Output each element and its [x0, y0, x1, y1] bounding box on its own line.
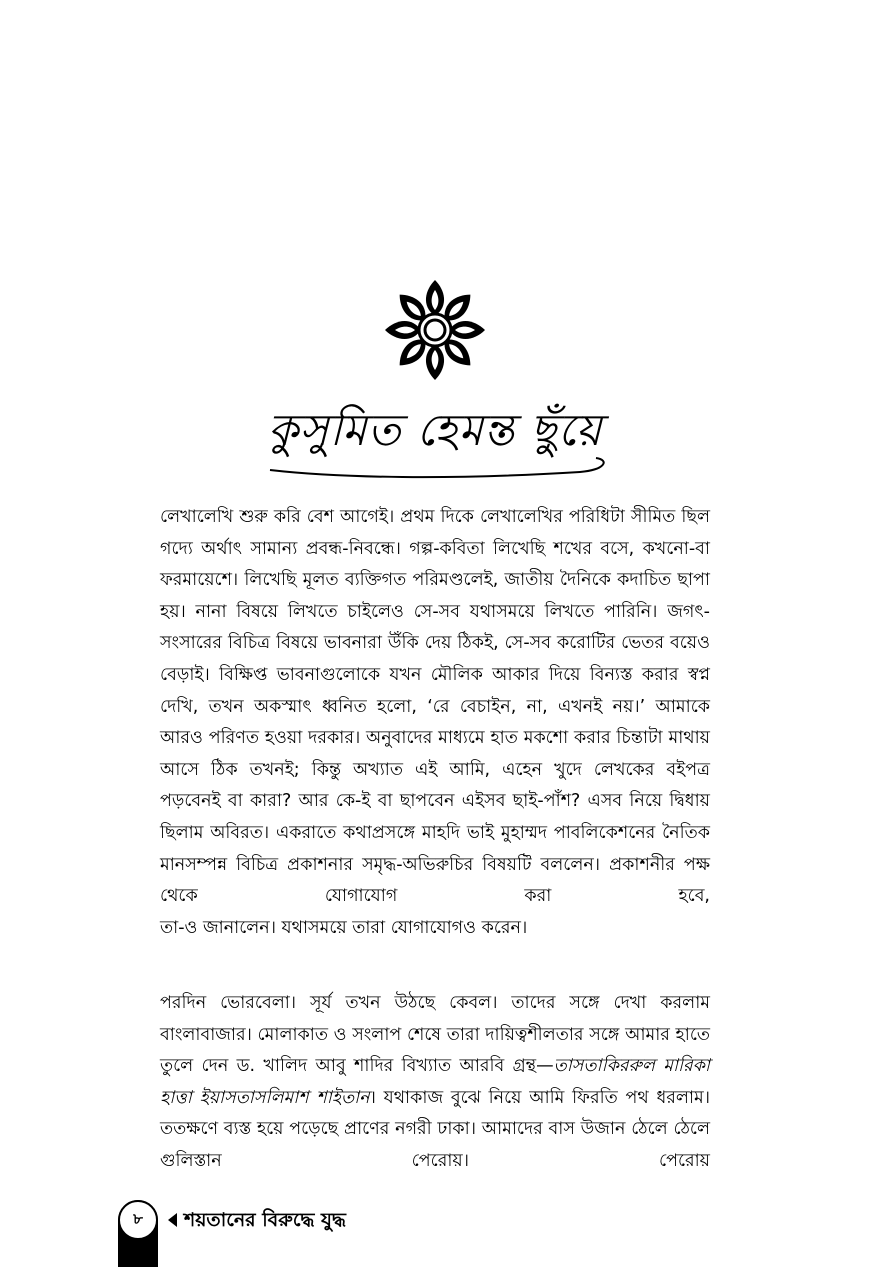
page-footer: [118, 1200, 718, 1267]
body-paragraph-1: [160, 502, 710, 944]
flower-ornament-svg: [375, 278, 495, 382]
paragraph-last-line: তা-ও জানালেন। যথাসময়ে তারা যোগাযোগও করেন।: [160, 917, 528, 938]
heading-title: কুসুমিত হেমন্ত ছুঁয়ে: [267, 405, 603, 456]
paragraph-segment: পরদিন ভোরবেলা। সূর্য তখন উঠছে কেবল। তাদের সঙ্গে দেখা করলাম বাংলাবাজার। মোলাকাত ও সংলাপ শেষে তারা দায়িত্বশীলতার সঙ্গে আমার হাতে তুলে দেন ড. খালিদ আবু শাদির বিখ্যাত আরবি গ্রন্থ—: [160, 993, 710, 1077]
page-number: ৮: [118, 1200, 158, 1240]
paragraph-text: লেখালেখি শুরু করি বেশ আগেই। প্রথম দিকে লেখালেখির পরিধিটা সীমিত ছিল গদ্যে অর্থাৎ সামান্য প্রবন্ধ-নিবন্ধে। গল্প-কবিতা লিখেছি শখের বসে, কখনো-বা ফরমায়েশে। লিখেছি মূলত ব্যক্তিগত পরিমণ্ডলেই, জাতীয় দৈনিকে কদাচিত ছাপা হয়। নানা বিষয়ে লিখতে চাইলেও সে-সব যথাসময়ে লিখতে পারিনি। জগৎ-সংসারের বিচিত্র বিষয়ে ভাবনারা উঁকি দেয় ঠিকই, সে-সব করোটির ভেতর বয়েও বেড়াই। বিক্ষিপ্ত ভাবনাগুলোকে যখন মৌলিক আকার দিয়ে বিন্যস্ত করার স্বপ্ন দেখি, তখন অকস্মাৎ ধ্বনিত হলো, ‘রে বেচাইন, না, এখনই নয়।’ আমাকে আরও পরিণত হওয়া দরকার। অনুবাদের মাধ্যমে হাত মকশো করার চিন্তাটা মাথায় আসে ঠিক তখনই; কিন্তু অখ্যাত এই আমি, এহেন খুদে লেখকের বইপত্র পড়বেনই বা কারা? আর কে-ই বা ছাপবেন এইসব ছাই-পাঁশ? এসব নিয়ে দ্বিধায় ছিলাম অবিরত। একরাতে কথাপ্রসঙ্গে মাহদি ভাই মুহাম্মদ পাবলিকেশনের নৈতিক মানসম্পন্ন বিচিত্র প্রকাশনার সমৃদ্ধ-অভিরুচির বিষয়টি বললেন। প্রকাশনীর পক্ষ থেকে যোগাযোগ করা হবে,: [160, 507, 710, 907]
flower-ornament-icon: [375, 278, 495, 382]
triangle-left-icon: [168, 1213, 177, 1227]
chapter-heading: [250, 400, 620, 485]
paragraph-segment: । যথাকাজ বুঝে নিয়ে আমি ফিরতি পথ ধরলাম। ততক্ষণে ব্যস্ত হয়ে পড়েছে প্রাণের নগরী ঢাকা। আমাদের বাস উজান ঠেলে ঠেলে গুলিস্তান পেরোয়। পেরোয়: [160, 1087, 710, 1171]
paragraph-text: [160, 988, 710, 1178]
body-paragraph-2: [160, 988, 710, 1178]
running-book-title: শয়তানের বিরুদ্ধে যুদ্ধ: [184, 1209, 346, 1231]
book-title-italic: তাসতাকিররুল মারিকা হাত্তা ইয়াসতাসলিমাশ শাইতান: [160, 1056, 710, 1108]
